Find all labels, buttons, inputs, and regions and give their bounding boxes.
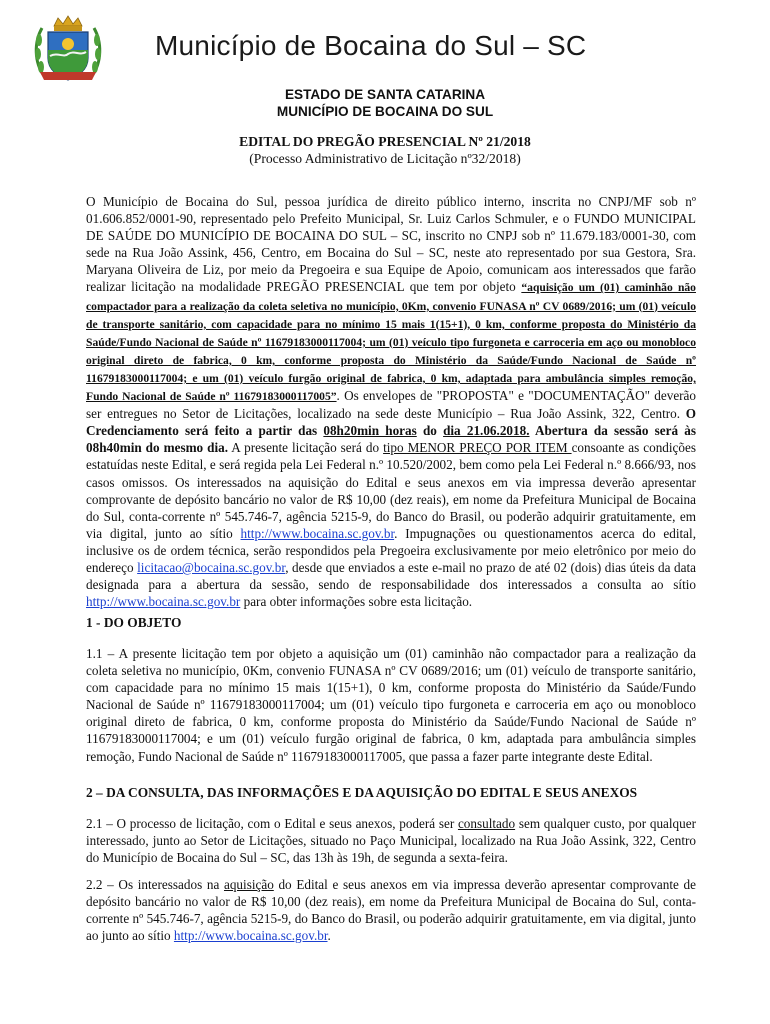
intro-closing-text: para obter informações sobre esta licitação. <box>240 594 473 610</box>
edital-subtitle: (Processo Administrativo de Licitação nº32/2018) <box>249 151 521 166</box>
intro-regency-text: consoante as condições estatuídas neste Edital, e será regida pela Lei Federal n.º 10.520/2002, bem como pela Lei Federal n.º 8.666/93, nos casos omissos. Os interessados na aquisição do Edital e seus anexos em via impressa deverão apresentar comprovante de depósito bancário no valor de R$ 10,00 (dez reais), em nome da Prefeitura Municipal de Bocaina do Sul, conta-corrente nº 545.746-7, agência 5215-9, do Banco do Brasil, ou poderão adquirir gratuitamente, em via digital, junto ao sítio <box>86 440 696 541</box>
p22-aquisicao: aquisição <box>223 877 274 892</box>
credenciamento-do: do <box>416 423 444 439</box>
section-2-heading: 2 – DA CONSULTA, DAS INFORMAÇÕES E DA AQUISIÇÃO DO EDITAL E SEUS ANEXOS <box>86 785 638 800</box>
section-1-heading: 1 - DO OBJETO <box>86 615 182 630</box>
intro-paragraph <box>86 193 696 610</box>
p22-text-a: 2.2 – Os interessados na <box>86 877 224 892</box>
edital-title: EDITAL DO PREGÃO PRESENCIAL Nº 21/2018 <box>239 134 531 149</box>
intro-impugnacoes-text: . Impugnações ou questionamentos acerca do edital, inclusive os de ordem técnica, serão respondidos pela Pregoeira exclusivamente por meio eletrônico por meio do endereço <box>86 525 696 575</box>
tipo-text: tipo MENOR PREÇO POR ITEM <box>383 440 572 456</box>
abertura-text: Abertura da sessão será às 08h40min do mesmo dia. <box>86 423 696 456</box>
website-link[interactable]: http://www.bocaina.sc.gov.br <box>240 525 395 541</box>
municipal-coat-of-arms-icon <box>30 14 106 84</box>
municipality-heading: MUNICÍPIO DE BOCAINA DO SUL <box>276 104 494 119</box>
p21-text-b: sem qualquer custo, por qualquer interessado, junto ao Setor de Licitações, situado no Paço Municipal, localizado na Rua João Assink, 322, Centro do Município de Bocaina do Sul – SC, das 13h às 19h, de segunda a sexta-feira. <box>86 816 696 866</box>
section-1-1-paragraph: 1.1 – A presente licitação tem por objeto a aquisição um (01) caminhão não compactador para a realização da coleta seletiva no município, 0Km, convenio FUNASA nº CV 0689/2016; um (01) veículo de transporte sanitário, com capacidade para no mínimo 15 mais 1(15+1), 0 km, conforme proposta do Ministério da Saúde/Fundo Nacional de Saúde nº 11679183000117004; um (01) veículo tipo furgoneta e carroceria em aço ou monobloco original direto de fabrica, 0 km, conforme proposta do Ministério da Saúde/Fundo Nacional de Saúde nº 11679183000117004; e um (01) veículo furgão original de fabrica, 0 km, adaptada para ambulância simples remoção, Fundo Nacional de Saúde nº 11679183000117005, que passa a fazer parte integrante deste Edital. <box>86 646 696 764</box>
email-link[interactable]: licitacao@bocaina.sc.gov.br <box>137 559 286 575</box>
intro-envelopes-text: . Os envelopes de "PROPOSTA" e "DOCUMENTAÇÃO" deverão ser entregues no Setor de Licitações, localizado na sede deste Município – Rua João Assink, 322, Centro. <box>86 388 697 422</box>
credenciamento-date: dia 21.06.2018. <box>443 423 530 439</box>
p21-consultado: consultado <box>457 816 516 831</box>
website-link-3[interactable]: http://www.bocaina.sc.gov.br <box>173 928 328 944</box>
municipality-title: Município de Bocaina do Sul – SC <box>155 30 587 61</box>
p22-text-c: . <box>327 928 331 944</box>
intro-text: O Município de Bocaina do Sul, pessoa jurídica de direito público interno, inscrita no CNPJ/MF sob nº 01.606.852/0001-90, representado pelo Prefeito Municipal, Sr. Luiz Carlos Schmuler, e o FUNDO MUNICIPAL DE SAÚDE DO MUNICÍPIO DE BOCAINA DO SUL – SC, inscrito no CNPJ sob nº 11.679.183/0001-30, com sede na Rua João Assink, 456, Centro, em Bocaina do Sul – SC, neste ato representado por sua Gestora, Sra. Maryana Oliveira de Liz, por meio da Pregoeira e sua Equipe de Apoio, comunicam aos interessados que farão realizar licitação na modalidade PREGÃO PRESENCIAL que tem por objeto <box>86 194 696 295</box>
section-2-2-paragraph <box>86 876 696 944</box>
section-2-1-paragraph <box>86 815 696 866</box>
intro-object-text: “aquisição um (01) caminhão não compactador para a realização da coleta seletiva no município, 0Km, convenio FUNASA nº CV 0689/2016; um (01) veículo de transporte sanitário, com capacidade para no mínimo 15 mais 1(15+1), 0 km, conforme proposta do Ministério da Saúde/Fundo Nacional de Saúde nº 11679183000117004; um (01) veículo tipo furgoneta e carroceria em aço ou monobloco original direto de fabrica, 0 km, conforme proposta do Ministério da Saúde/Fundo Nacional de Saúde nº 11679183000117004; e um (01) veículo furgão original de fabrica, 0 km, adaptada para ambulância simples remoção, Fundo Nacional de Saúde nº 11679183000117005” <box>86 281 696 404</box>
p22-text-b: do Edital e seus anexos em via impressa deverão apresentar comprovante de depósito bancário no valor de R$ 10,00 (dez reais), em nome da Prefeitura Municipal de Bocaina do Sul, conta-corrente nº 545.746-7, agência 5215-9, do Banco do Brasil, ou poderão adquirir gratuitamente, em via digital, junto ao junto ao sítio <box>86 877 696 944</box>
intro-tipo-lead: A presente licitação será do <box>228 440 384 456</box>
intro-deadline-text: , desde que enviados a este e-mail no prazo de até 02 (dois) dias úteis da data designada para a abertura da sessão, sendo de responsabilidade dos interessados a consulta ao sítio <box>86 559 696 593</box>
website-link-2[interactable]: http://www.bocaina.sc.gov.br <box>86 594 241 610</box>
p21-text-a: 2.1 – O processo de licitação, com o Edital e seus anexos, poderá ser <box>86 816 458 831</box>
credenciamento-time: 08h20min horas <box>323 423 417 439</box>
credenciamento-text: O Credenciamento será feito a partir das <box>86 406 696 439</box>
state-heading: ESTADO DE SANTA CATARINA <box>284 87 486 102</box>
